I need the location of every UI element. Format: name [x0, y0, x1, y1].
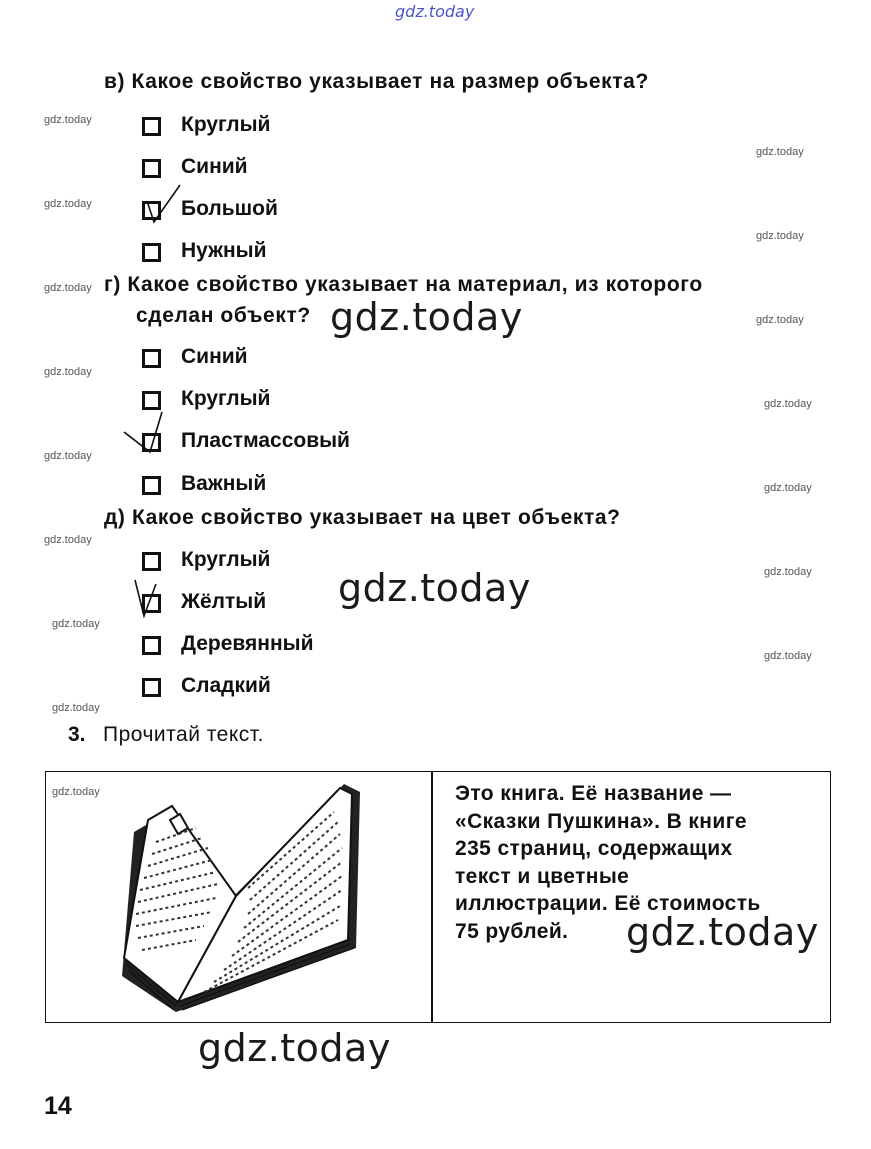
checkbox-checked[interactable]: [142, 433, 161, 452]
option-label: Круглый: [181, 548, 271, 571]
watermark-small: gdz.today: [756, 146, 804, 158]
question-v-label: в) Какое свойство указывает на размер объекта?: [104, 70, 649, 93]
option-label: Сладкий: [181, 674, 271, 697]
watermark-small: gdz.today: [756, 230, 804, 242]
option-label: Нужный: [181, 239, 267, 262]
text-line: 235 страниц, содержащих: [455, 837, 733, 860]
page-number: 14: [44, 1092, 72, 1120]
option-label: Деревянный: [181, 632, 314, 655]
question-g-label-line1: г) Какое свойство указывает на материал, из которого: [104, 273, 703, 296]
checkbox[interactable]: [142, 552, 161, 571]
task-number: 3.: [68, 723, 86, 746]
open-book-icon: [108, 780, 368, 1015]
checkbox[interactable]: [142, 391, 161, 410]
watermark-small: gdz.today: [44, 198, 92, 210]
watermark-small: gdz.today: [44, 534, 92, 546]
checkbox[interactable]: [142, 349, 161, 368]
watermark-top: gdz.today: [395, 2, 475, 21]
option-label: Пластмассовый: [181, 429, 350, 452]
option-label: Круглый: [181, 113, 271, 136]
checkbox[interactable]: [142, 159, 161, 178]
option-label: Синий: [181, 345, 248, 368]
watermark-big: gdz.today: [330, 295, 523, 339]
watermark-big: gdz.today: [338, 566, 531, 610]
watermark-small: gdz.today: [764, 566, 812, 578]
text-line: иллюстрации. Её стоимость: [455, 892, 761, 915]
watermark-small: gdz.today: [52, 702, 100, 714]
checkbox[interactable]: [142, 678, 161, 697]
watermark-small: gdz.today: [44, 366, 92, 378]
watermark-big: gdz.today: [198, 1026, 391, 1070]
watermark-small: gdz.today: [44, 114, 92, 126]
option-label: Жёлтый: [181, 590, 267, 613]
question-g-label-line2: сделан объект?: [136, 304, 311, 327]
option-label: Синий: [181, 155, 248, 178]
checkbox-checked[interactable]: [142, 594, 161, 613]
watermark-small: gdz.today: [756, 314, 804, 326]
task-instruction: Прочитай текст.: [103, 723, 264, 746]
watermark-small: gdz.today: [44, 282, 92, 294]
option-label: Большой: [181, 197, 278, 220]
checkbox[interactable]: [142, 243, 161, 262]
watermark-small: gdz.today: [764, 482, 812, 494]
option-label: Круглый: [181, 387, 271, 410]
watermark-small: gdz.today: [44, 450, 92, 462]
text-line: текст и цветные: [455, 864, 630, 888]
text-line: 75 рублей.: [455, 919, 569, 943]
checkbox[interactable]: [142, 636, 161, 655]
watermark-small: gdz.today: [52, 618, 100, 630]
checkbox[interactable]: [142, 117, 161, 136]
watermark-big: gdz.today: [626, 910, 819, 954]
text-line: «Сказки Пушкина». В книге: [455, 809, 747, 833]
question-d-label: д) Какое свойство указывает на цвет объекта?: [104, 506, 621, 529]
watermark-small: gdz.today: [764, 650, 812, 662]
option-label: Важный: [181, 472, 267, 495]
watermark-small: gdz.today: [52, 786, 100, 798]
text-line: Это книга. Её название —: [455, 782, 732, 805]
table-divider: [431, 772, 433, 1022]
checkbox-checked[interactable]: [142, 201, 161, 220]
watermark-small: gdz.today: [764, 398, 812, 410]
checkbox[interactable]: [142, 476, 161, 495]
